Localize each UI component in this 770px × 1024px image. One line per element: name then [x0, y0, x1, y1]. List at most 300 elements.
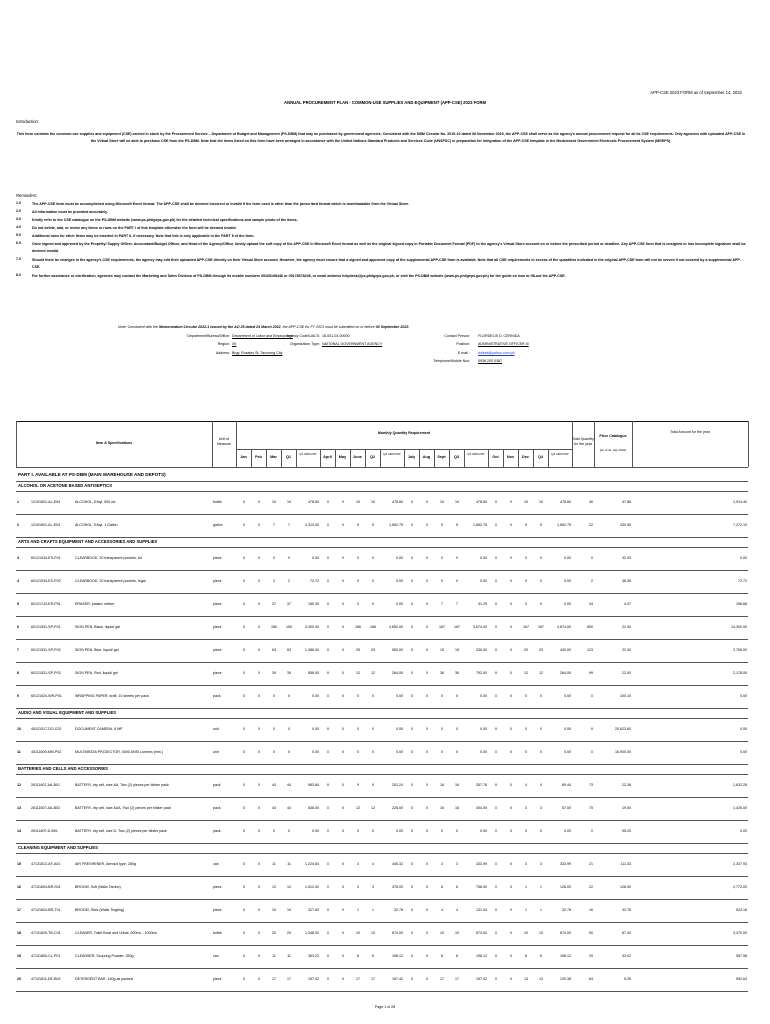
monthly-quantity: 3: [540, 806, 542, 810]
quarter-amount: 0.00: [564, 694, 571, 698]
month-header-12: Sept: [437, 455, 446, 459]
quarter-amount: 478.60: [560, 500, 571, 504]
total-quantity: 75: [589, 806, 593, 810]
unit-of-measure: pack: [213, 829, 221, 833]
monthly-quantity: 0: [426, 556, 428, 560]
unit-of-measure: bottle: [213, 500, 222, 504]
catalogue-price: 100.10: [620, 694, 631, 698]
monthly-quantity: 5: [372, 523, 374, 527]
quarter-amount: 0.00: [396, 694, 403, 698]
item-code: 26111607-AA-B02: [31, 806, 61, 810]
monthly-quantity: 10: [287, 908, 291, 912]
monthly-quantity: 0: [510, 908, 512, 912]
quarter-amount: 31.29: [478, 602, 487, 606]
catalogue-price: 4.47: [624, 602, 631, 606]
month-header-18: Q4: [537, 455, 544, 459]
reminder-text: Should there be changes in the agency's CSE requirements, the agency may edit their uploaded APP-CSE directly on their Virtual Store account. However, the agency must ensure that a signed and approved copy of the supplemental APP-CSE form is available. Note that all CSE requirements in excess of the quantities indicated in the original APP-CSE form will not be served if not covered by a supplemental APP-CSE.: [32, 258, 741, 269]
quarter-amount: 57.00: [562, 806, 571, 810]
monthly-quantity: 17: [440, 977, 444, 981]
monthly-quantity: 0: [495, 500, 497, 504]
unit-of-measure: can: [213, 862, 219, 866]
monthly-quantity: 20: [287, 931, 291, 935]
quarter-amount: 0.00: [564, 579, 571, 583]
monthly-quantity: 3: [456, 862, 458, 866]
monthly-quantity: 3: [525, 862, 527, 866]
monthly-quantity: 10: [371, 500, 375, 504]
monthly-quantity: 0: [243, 625, 245, 629]
reminder-text: The APP-CSE form must be accomplished using Microsoft Excel format. The APP-CSE shall be deemed incorrect or invalid if the form used is other than the prescribed format which is downloadable from the Virtual Store.: [32, 202, 410, 206]
quarter-amount: 157.42: [308, 977, 319, 981]
item-number: 4: [17, 579, 19, 583]
monthly-quantity: 0: [411, 885, 413, 889]
monthly-quantity: 0: [456, 727, 458, 731]
quarter-amount: 792.00: [476, 671, 487, 675]
monthly-quantity: 0: [342, 579, 344, 583]
table-bottom-border: [16, 991, 748, 992]
monthly-quantity: 0: [510, 806, 512, 810]
monthly-quantity: 0: [327, 625, 329, 629]
form-date-label: APP-CSE 2023 FORM as of September 14, 2022: [650, 90, 742, 95]
monthly-quantity: 0: [510, 862, 512, 866]
quarter-amount: 0.00: [480, 556, 487, 560]
monthly-quantity: 3: [525, 806, 527, 810]
unit-of-measure: piece: [213, 625, 222, 629]
reminder-number: 3.0: [16, 217, 21, 221]
month-header-13: Q3: [453, 455, 460, 459]
item-description: BROOM, Stick (Walis Tingting): [75, 908, 124, 912]
month-header-5: April: [323, 455, 332, 459]
unit-of-measure: pack: [213, 806, 221, 810]
table-header-bottom-border: [16, 467, 748, 468]
quarter-amount: 0.00: [480, 727, 487, 731]
monthly-quantity: 0: [441, 579, 443, 583]
item-code: 12191601-AL-E03: [31, 523, 61, 527]
monthly-quantity: 0: [411, 908, 413, 912]
address-value[interactable]: Brgy. Rosales St. Tacurong City: [232, 351, 283, 355]
monthly-quantity: 5: [441, 523, 443, 527]
document-title: ANNUAL PROCUREMENT PLAN - COMMON-USE SUPPLIES AND EQUIPMENT (APP-CSE) 2023 FORM: [284, 100, 486, 105]
monthly-quantity: 7: [273, 523, 275, 527]
item-description: ERASER, plastic/ rubber: [75, 602, 115, 606]
item-description: SIGN PEN, Black, liquid/ gel: [75, 625, 121, 629]
monthly-requirement-header: Monthly Quantity Requirement: [377, 431, 431, 435]
quarter-amount: 198.12: [560, 954, 571, 958]
total-amount: 196.68: [736, 602, 747, 606]
table-row: [16, 853, 748, 876]
total-amount-header: Total Amount for the year: [670, 430, 710, 434]
monthly-quantity: 0: [258, 829, 260, 833]
month-column-border: [380, 449, 381, 467]
total-quantity: 16: [589, 908, 593, 912]
agency-code-label: Agency Code/UACS:: [286, 334, 320, 338]
table-row: [16, 514, 748, 537]
monthly-quantity: 12: [371, 671, 375, 675]
monthly-quantity: 0: [342, 908, 344, 912]
catalogue-price: 111.33: [620, 862, 631, 866]
monthly-quantity: 0: [342, 648, 344, 652]
monthly-quantity: 0: [342, 862, 344, 866]
monthly-quantity: 0: [495, 556, 497, 560]
reminder-number: 5.0: [16, 233, 21, 237]
reminder-text: Once signed and approved by the Property/ Supply Officer, Accountant/Budget Officer, and Head of the Agency/Office, kindly upload the soft copy of the APP-CSE in Microsoft Excel format as well as the original signed copy in Portable Document Format (PDF) to the agency's Virtual Store account on or before the prescribed period or deadline. Any APP-CSE form that is unsigned or has incomplete signature shall be deemed invalid.: [32, 242, 746, 253]
quarter-amount: 0.00: [396, 579, 403, 583]
total-amount: 2,772.00: [733, 885, 747, 889]
monthly-quantity: 15: [440, 648, 444, 652]
monthly-quantity: 0: [243, 908, 245, 912]
monthly-quantity: 0: [243, 727, 245, 731]
monthly-quantity: 11: [287, 862, 291, 866]
monthly-quantity: 0: [273, 727, 275, 731]
month-column-border: [296, 449, 297, 467]
total-amount: 0.00: [740, 694, 747, 698]
item-description: MULTIMEDIA PROJECTOR, 4000 ANSI Lumens (min.): [75, 750, 163, 754]
month-header-9: Q2 AMOUNT: [383, 452, 401, 456]
month-column-border: [518, 449, 519, 467]
price-catalogue-header: Price Catalogue: [599, 434, 627, 438]
monthly-quantity: 0: [288, 829, 290, 833]
item-description: CLEANER, Toilet Bowl and Urinal, 900mL - 1000mL: [75, 931, 158, 935]
monthly-quantity: 0: [411, 648, 413, 652]
catalogue-price: 67.40: [622, 931, 631, 935]
monthly-quantity: 0: [525, 694, 527, 698]
quarter-amount: 32.76: [394, 908, 403, 912]
monthly-quantity: 10: [287, 500, 291, 504]
monthly-quantity: 0: [525, 829, 527, 833]
monthly-quantity: 17: [455, 977, 459, 981]
quarter-amount: 157.42: [392, 977, 403, 981]
monthly-quantity: 0: [243, 750, 245, 754]
header-column-border: [632, 421, 633, 467]
region-value[interactable]: XII: [232, 342, 237, 346]
item-code: 60121531-SP-P01: [31, 625, 61, 629]
monthly-quantity: 0: [411, 977, 413, 981]
quarter-amount: 1,652.75: [473, 523, 487, 527]
total-quantity: 44: [589, 602, 593, 606]
monthly-quantity: 5: [456, 523, 458, 527]
monthly-quantity: 0: [342, 727, 344, 731]
agency-code-value[interactable]: 16-001-03-00000: [322, 334, 350, 338]
quarter-amount: 858.00: [308, 671, 319, 675]
email-value[interactable]: dolesk@yahoo.com.ph: [478, 351, 515, 355]
monthly-quantity: 0: [342, 500, 344, 504]
quarter-amount: 674.00: [476, 931, 487, 935]
quarter-amount: 3,313.00: [305, 523, 319, 527]
monthly-quantity: 0: [510, 579, 512, 583]
header-column-border: [594, 421, 595, 467]
monthly-quantity: 0: [342, 625, 344, 629]
monthly-quantity: 0: [327, 556, 329, 560]
monthly-quantity: 0: [258, 625, 260, 629]
unit-of-measure: piece: [213, 671, 222, 675]
unit-of-measure: piece: [213, 556, 222, 560]
quarter-amount: 363.22: [308, 954, 319, 958]
quarter-amount: 1,386.00: [305, 648, 319, 652]
monthly-quantity: 0: [342, 602, 344, 606]
unit-of-measure: gallon: [213, 523, 223, 527]
monthly-quantity: 0: [495, 908, 497, 912]
monthly-quantity: 0: [411, 829, 413, 833]
monthly-quantity: 4: [357, 862, 359, 866]
monthly-quantity: 0: [327, 671, 329, 675]
item-number: 5: [17, 602, 19, 606]
introduction-text: This form contains the common-use supplies and equipment (CSE) carried in stock by the Procurement Service – Department of Budget and Management (PS-DBM) that may be purchased by government agencies. Consistent with the DBM Circular No. 2019-10 dated 08 November 2019, the APP-CSE shall serve as the agency's annual procurement request for all its CSE requirements. Only agencies with uploaded APP-CSE in the Virtual Store will be able to purchase CSE from the PS-DBM. Note that the items listed on this form have been arranged in accordance with the United Nations Standard Products and Services Code (UNSPSC) in preparation for integration of the APP-CSE template in the Modernized Government Electronic Procurement System (MGEPS).: [16, 132, 746, 143]
monthly-quantity: 0: [456, 750, 458, 754]
monthly-quantity: 0: [525, 556, 527, 560]
monthly-quantity: 25: [371, 648, 375, 652]
monthly-quantity: 0: [495, 862, 497, 866]
monthly-quantity: 0: [510, 829, 512, 833]
table-row: [16, 491, 748, 514]
monthly-quantity: 0: [327, 500, 329, 504]
table-row: [16, 570, 748, 593]
monthly-quantity: 0: [273, 556, 275, 560]
monthly-quantity: 0: [258, 694, 260, 698]
monthly-quantity: 10: [440, 931, 444, 935]
monthly-quantity: 0: [372, 750, 374, 754]
month-header-15: Oct: [492, 455, 499, 459]
reminders-label: Reminders:: [16, 193, 38, 198]
item-code: 60121531-SP-P02: [31, 648, 61, 652]
monthly-quantity: 0: [495, 954, 497, 958]
quarter-amount: 478.60: [392, 500, 403, 504]
monthly-quantity: 5: [525, 523, 527, 527]
item-description: DOCUMENT CAMERA, 8 MP: [75, 727, 123, 731]
total-amount: 2,178.00: [733, 671, 747, 675]
item-description: AIR FRESHENER, Aerosol type, 280g: [75, 862, 136, 866]
unit-of-measure: piece: [213, 648, 222, 652]
item-code: 47131604-BR-T01: [31, 908, 61, 912]
quarter-amount: 165.39: [308, 602, 319, 606]
item-number: 9: [17, 694, 19, 698]
monthly-quantity: 0: [510, 625, 512, 629]
monthly-quantity: 6: [441, 954, 443, 958]
monthly-quantity: 10: [272, 908, 276, 912]
quarter-amount: 89.44: [562, 783, 571, 787]
catalogue-price: 22.36: [622, 783, 631, 787]
item-number: 10: [17, 727, 21, 731]
table-row: [16, 797, 748, 820]
quarter-amount: 674.00: [392, 931, 403, 935]
monthly-quantity: 0: [243, 954, 245, 958]
table-row: [16, 899, 748, 922]
monthly-quantity: 1: [525, 908, 527, 912]
monthly-quantity: 17: [287, 977, 291, 981]
department-value[interactable]: Department of Labor and Employment: [232, 334, 293, 338]
monthly-quantity: 0: [258, 908, 260, 912]
monthly-quantity: 0: [426, 750, 428, 754]
monthly-quantity: 16: [455, 806, 459, 810]
monthly-quantity: 0: [411, 954, 413, 958]
monthly-quantity: 25: [356, 648, 360, 652]
month-column-border: [419, 449, 420, 467]
quarter-amount: 264.00: [392, 671, 403, 675]
monthly-quantity: 6: [525, 954, 527, 958]
monthly-quantity: 6: [357, 954, 359, 958]
monthly-quantity: 0: [510, 694, 512, 698]
submission-note: [118, 325, 409, 330]
monthly-quantity: 0: [342, 829, 344, 833]
contact-value[interactable]: FLORDELIS D. CERNIDA: [478, 334, 520, 338]
monthly-quantity: 0: [258, 954, 260, 958]
monthly-quantity: 20: [539, 648, 543, 652]
unit-of-measure: pack: [213, 694, 221, 698]
quarter-amount: 1,652.75: [557, 523, 571, 527]
item-description: BATTERY, dry cell, size AAA, Two (2) pieces per blister pack: [75, 806, 172, 810]
monthly-quantity: 44: [272, 783, 276, 787]
monthly-quantity: 0: [411, 727, 413, 731]
quarter-amount: 3,674.00: [557, 625, 571, 629]
item-description: CLEANSER, Scouring Powder, 350g: [75, 954, 134, 958]
telephone-value[interactable]: 0936 200 0387: [478, 359, 502, 363]
monthly-quantity: 0: [372, 602, 374, 606]
quarter-amount: 0.00: [396, 750, 403, 754]
item-description: WRAPPING PAPER, kraft, 10 sheets per pack: [75, 694, 149, 698]
monthly-quantity: 0: [456, 556, 458, 560]
total-quantity: 0: [591, 727, 593, 731]
monthly-quantity: 0: [411, 500, 413, 504]
monthly-quantity: 9: [357, 783, 359, 787]
quarter-amount: 478.60: [476, 500, 487, 504]
month-header-17: Dec: [522, 455, 529, 459]
month-header-14: Q3 AMOUNT: [467, 452, 485, 456]
part1-title: PART I. AVAILABLE AT PS-DBM (MAIN WAREHOUSE AND DEPOTS): [18, 472, 166, 477]
quarter-amount: 131.04: [476, 908, 487, 912]
quarter-amount: 3,300.00: [305, 625, 319, 629]
monthly-quantity: 17: [371, 977, 375, 981]
monthly-quantity: 166: [355, 625, 361, 629]
monthly-quantity: 0: [510, 885, 512, 889]
total-amount: 592.64: [736, 977, 747, 981]
item-description: ALCOHOL, Ethyl, 1 Gallon: [75, 523, 118, 527]
monthly-quantity: 0: [372, 579, 374, 583]
table-row: [16, 662, 748, 685]
monthly-quantity: 0: [525, 750, 527, 754]
monthly-quantity: 0: [243, 523, 245, 527]
monthly-quantity: 0: [540, 556, 542, 560]
month-column-border: [533, 449, 534, 467]
month-header-1: Feb: [255, 455, 262, 459]
total-amount: 0.00: [740, 829, 747, 833]
monthly-quantity: 0: [411, 694, 413, 698]
monthly-quantity: 0: [327, 954, 329, 958]
monthly-quantity: 44: [287, 783, 291, 787]
monthly-quantity: 10: [356, 931, 360, 935]
monthly-quantity: 0: [456, 694, 458, 698]
item-code: 47131829-TB-C01: [31, 931, 61, 935]
monthly-quantity: 10: [440, 500, 444, 504]
monthly-quantity: 0: [273, 829, 275, 833]
quarter-amount: 378.00: [392, 885, 403, 889]
position-value[interactable]: ADMINISTRATIVE OFFICER III: [478, 342, 529, 346]
month-header-3: Q1: [285, 455, 292, 459]
quarter-amount: 440.00: [560, 648, 571, 652]
month-column-border: [434, 449, 435, 467]
monthly-quantity: 7: [288, 523, 290, 527]
monthly-quantity: 0: [327, 829, 329, 833]
item-code: 12191601-AL-E04: [31, 500, 61, 504]
monthly-quantity: 0: [540, 829, 542, 833]
monthly-quantity: 12: [356, 806, 360, 810]
total-amount: 3,370.00: [733, 931, 747, 935]
monthly-quantity: 0: [342, 806, 344, 810]
monthly-quantity: 17: [272, 977, 276, 981]
monthly-quantity: 20: [524, 648, 528, 652]
monthly-quantity: 44: [287, 806, 291, 810]
monthly-quantity: 0: [510, 954, 512, 958]
total-amount: 7,272.10: [733, 523, 747, 527]
monthly-quantity: 0: [510, 977, 512, 981]
reminder-number: 1.0: [16, 201, 21, 205]
catalogue-price: 22.00: [622, 625, 631, 629]
monthly-quantity: 0: [273, 694, 275, 698]
monthly-quantity: 0: [426, 862, 428, 866]
quarter-amount: 674.00: [560, 931, 571, 935]
monthly-quantity: 0: [342, 523, 344, 527]
item-description: ALCOHOL, Ethyl, 500 mL: [75, 500, 117, 504]
monthly-quantity: 16: [455, 783, 459, 787]
monthly-quantity: 0: [243, 648, 245, 652]
quarter-amount: 228.00: [392, 806, 403, 810]
monthly-quantity: 10: [455, 500, 459, 504]
monthly-quantity: 0: [243, 977, 245, 981]
catalogue-price: 22.00: [622, 648, 631, 652]
table-row: [16, 945, 748, 968]
monthly-quantity: 0: [495, 579, 497, 583]
total-amount: 1,632.28: [733, 783, 747, 787]
total-amount: 0.00: [740, 556, 747, 560]
item-number: 15: [17, 862, 21, 866]
reminder-text: Do not delete, add, or revise any items or rows on the PART I of this template otherwise the form will be deemed invalid.: [32, 226, 237, 230]
monthly-quantity: 0: [327, 862, 329, 866]
month-column-border: [365, 449, 366, 467]
quarter-amount: 0.00: [564, 727, 571, 731]
month-column-border: [488, 449, 489, 467]
month-column-border: [266, 449, 267, 467]
quarter-amount: 327.60: [308, 908, 319, 912]
item-code: 26111607-AA-B01: [31, 783, 61, 787]
item-code: 47131811-DE-B02: [31, 977, 61, 981]
unit-of-measure: piece: [213, 602, 222, 606]
reminder-text: All information must be provided accurately.: [32, 210, 108, 214]
monthly-quantity: 5: [540, 523, 542, 527]
org-type-value[interactable]: NATIONAL GOVERNMENT AGENCY: [322, 342, 383, 346]
quarter-amount: 0.00: [564, 750, 571, 754]
monthly-quantity: 0: [510, 648, 512, 652]
monthly-quantity: 7: [441, 602, 443, 606]
quarter-amount: 836.00: [308, 806, 319, 810]
monthly-quantity: 0: [243, 602, 245, 606]
quarter-amount: 198.12: [392, 954, 403, 958]
item-code: 60121524-WR-P01: [31, 694, 62, 698]
total-quantity: 0: [591, 750, 593, 754]
monthly-quantity: 0: [495, 783, 497, 787]
unit-of-measure: piece: [213, 908, 222, 912]
monthly-quantity: 0: [426, 783, 428, 787]
monthly-quantity: 0: [495, 806, 497, 810]
monthly-quantity: 0: [327, 602, 329, 606]
catalogue-price: 9.26: [624, 977, 631, 981]
monthly-quantity: 0: [426, 908, 428, 912]
reminder-text: Additional rows for other items may be inserted in PART II, if necessary. Note that this is only applicable in the PART II of the form.: [32, 234, 255, 238]
month-header-0: Jan: [240, 455, 247, 459]
region-label: Region:: [217, 342, 230, 346]
monthly-quantity: 3: [441, 862, 443, 866]
monthly-quantity: 0: [288, 694, 290, 698]
monthly-quantity: 0: [510, 750, 512, 754]
monthly-quantity: 0: [411, 931, 413, 935]
total-amount: 14,300.00: [731, 625, 747, 629]
note-circular: Memorandum Circular 2022-1 issued by the AO 25 dated 24 March 2022: [158, 325, 281, 329]
